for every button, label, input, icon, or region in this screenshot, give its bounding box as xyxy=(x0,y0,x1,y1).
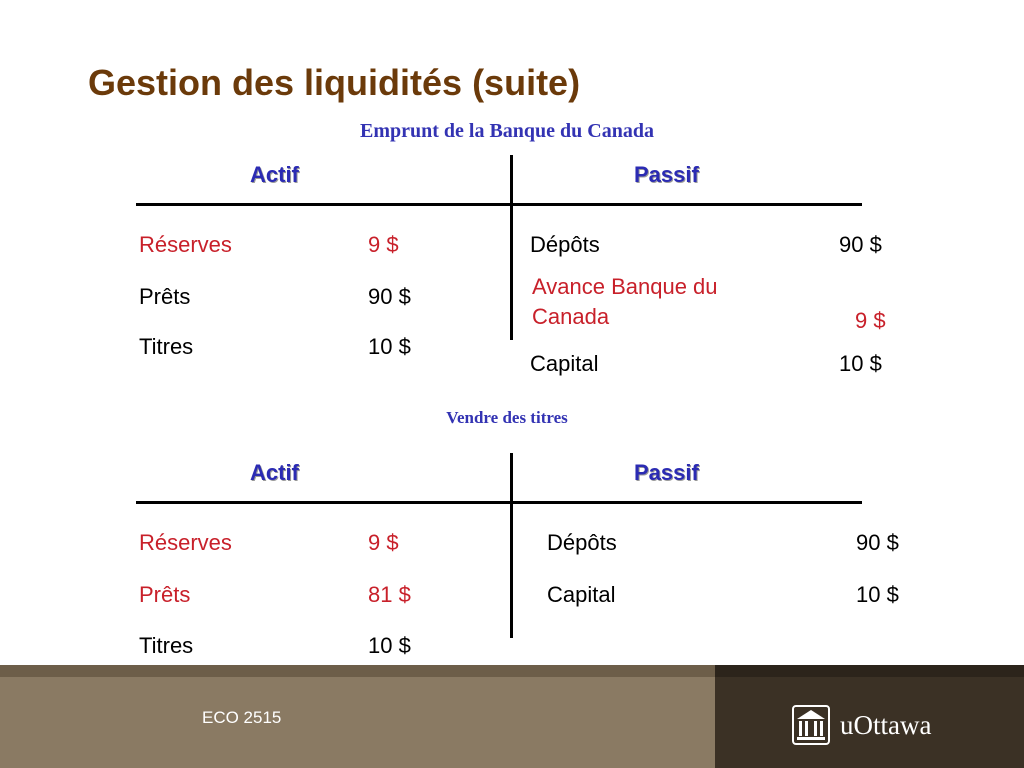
s2-passif-value-capital: 10 $ xyxy=(856,582,899,607)
section1-subtitle: Emprunt de la Banque du Canada xyxy=(360,120,654,142)
s1-passif-value-avance: 9 $ xyxy=(855,308,886,333)
s2-passif-value-depots: 90 $ xyxy=(856,530,899,555)
s1-passif-value-depots: 90 $ xyxy=(839,232,882,257)
s1-passif-label-depots: Dépôts xyxy=(530,232,600,257)
s1-actif-label-reserves: Réserves xyxy=(139,232,232,257)
s2-actif-value-titres: 10 $ xyxy=(368,633,411,658)
section2-subtitle: Vendre des titres xyxy=(446,408,568,427)
slide-title: Gestion des liquidités (suite) xyxy=(88,62,581,103)
section2-vertical-rule xyxy=(510,453,513,638)
s1-actif-value-reserves: 9 $ xyxy=(368,232,399,257)
s2-passif-label-capital: Capital xyxy=(547,582,616,607)
s2-passif-label-depots: Dépôts xyxy=(547,530,617,555)
section2-passif-header: Passif xyxy=(634,460,699,485)
s2-actif-value-reserves: 9 $ xyxy=(368,530,399,555)
s2-actif-label-titres: Titres xyxy=(139,633,194,658)
section2-actif-header: Actif xyxy=(250,460,299,485)
s1-actif-value-titres: 10 $ xyxy=(368,334,411,359)
uottawa-logo-text: uOttawa xyxy=(840,710,932,740)
section1-vertical-rule xyxy=(510,155,513,340)
s1-passif-value-capital: 10 $ xyxy=(839,351,882,376)
s2-actif-value-prets: 81 $ xyxy=(368,582,411,607)
section1-horizontal-rule xyxy=(136,203,862,206)
s1-passif-label-avance: Avance Banque du Canada xyxy=(532,274,718,329)
s2-actif-label-prets: Prêts xyxy=(139,582,191,607)
section2-horizontal-rule xyxy=(136,501,862,504)
university-building-icon xyxy=(792,705,830,745)
s1-actif-value-prets: 90 $ xyxy=(368,284,411,309)
s1-actif-label-prets: Prêts xyxy=(139,284,191,309)
s2-actif-label-reserves: Réserves xyxy=(139,530,232,555)
s1-actif-label-titres: Titres xyxy=(139,334,194,359)
course-code: ECO 2515 xyxy=(202,708,282,727)
section1-actif-header: Actif xyxy=(250,162,299,187)
section1-passif-header: Passif xyxy=(634,162,699,187)
footer-left-panel xyxy=(0,665,715,768)
s1-passif-label-capital: Capital xyxy=(530,351,599,376)
